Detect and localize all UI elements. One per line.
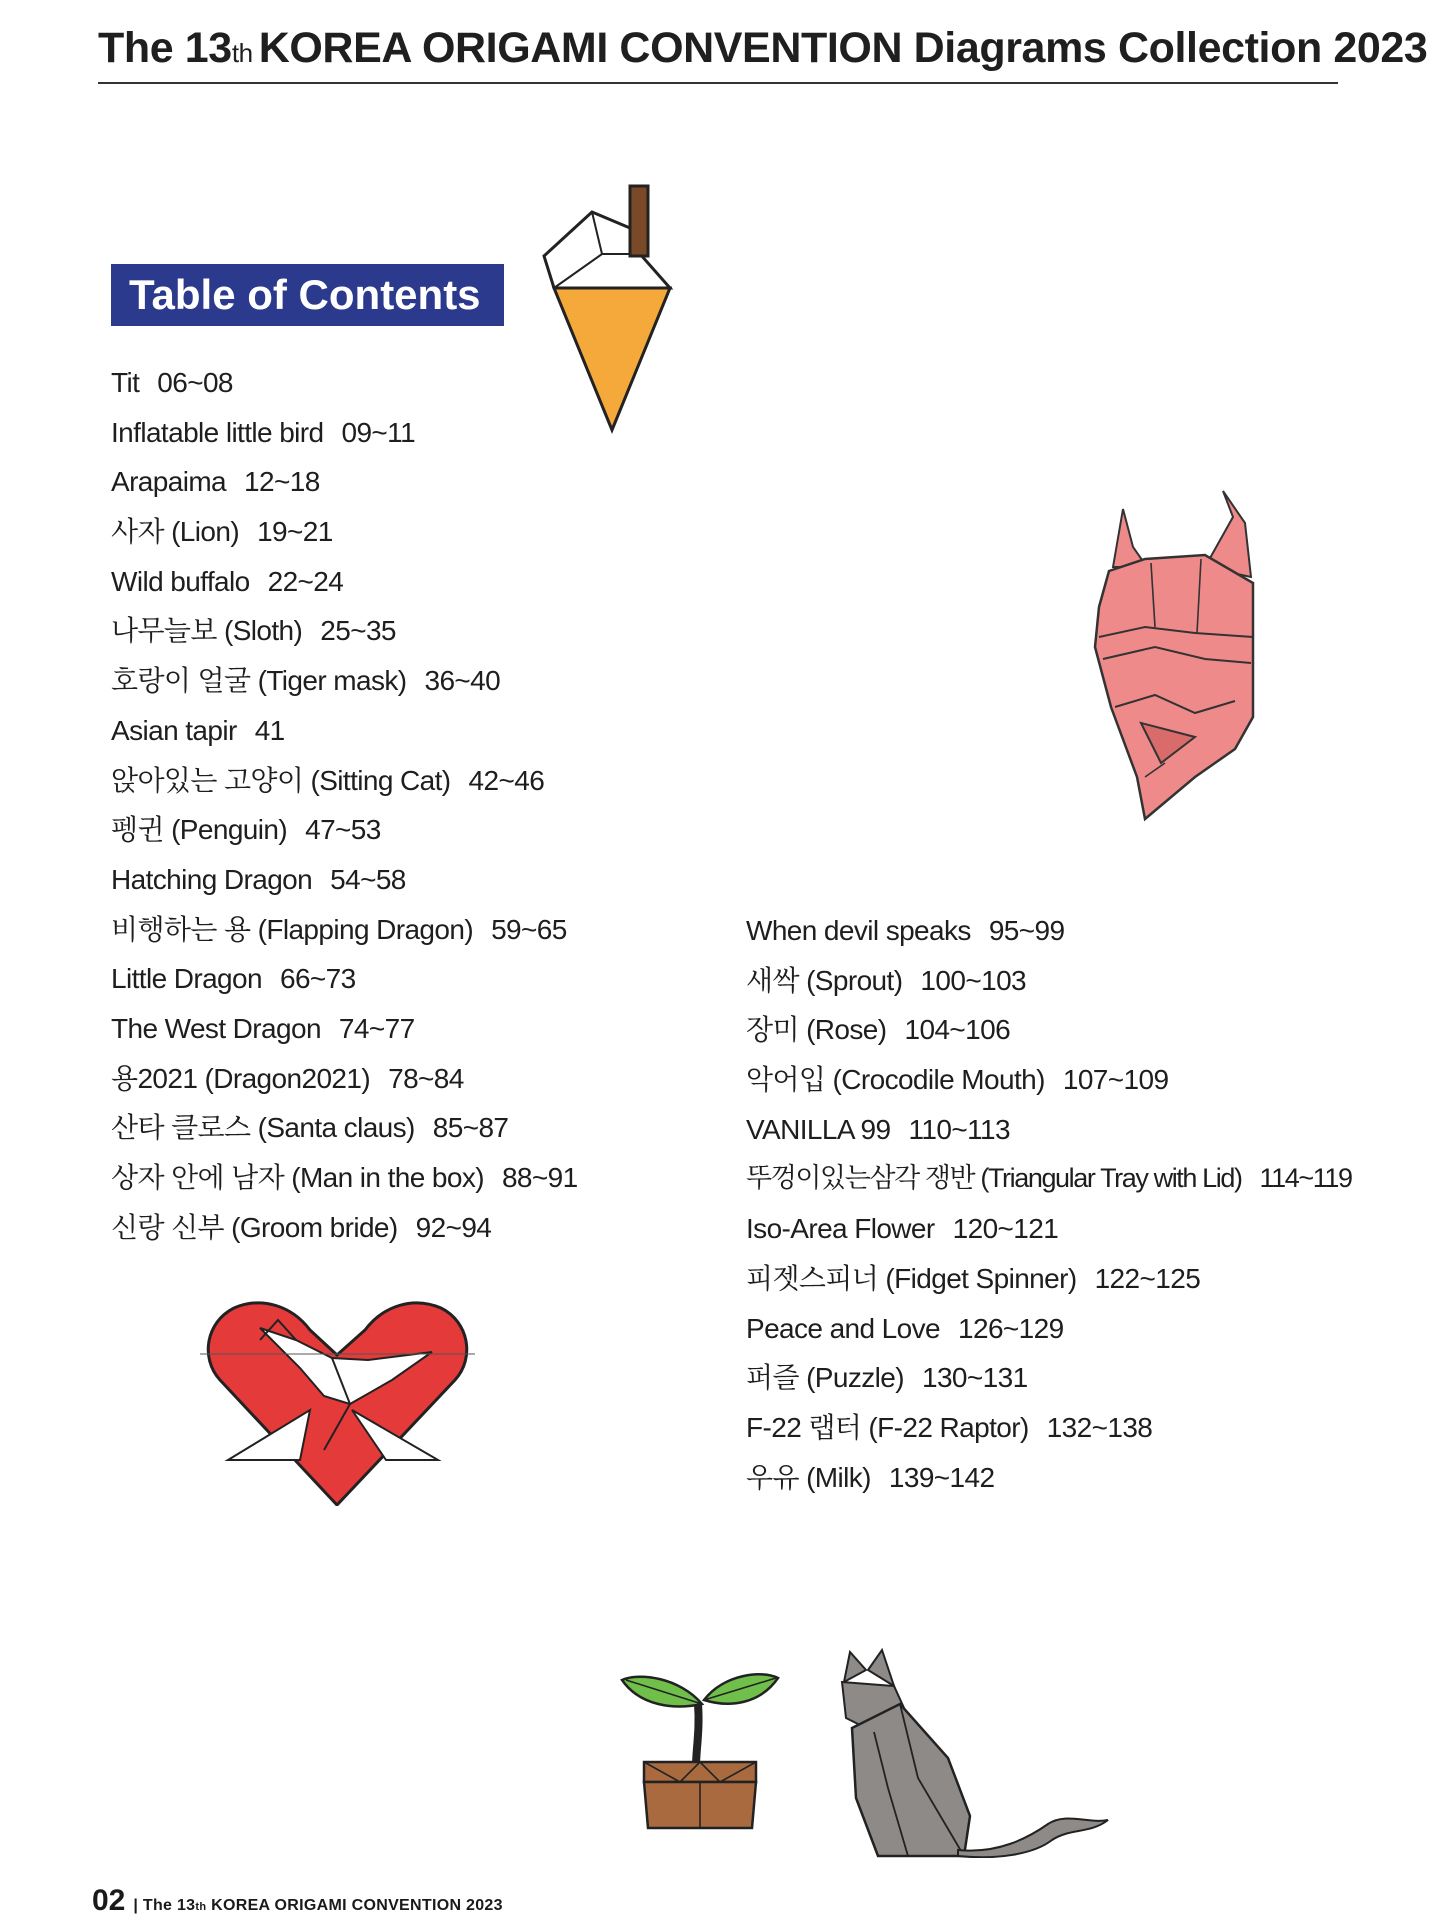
toc-entry-pages: 59~65 [491,913,567,945]
toc-entry-title: 사자 (Lion) [111,516,240,548]
toc-entry [746,1403,1352,1453]
toc-entry [746,1105,1352,1155]
toc-entry [111,457,578,507]
toc-entry-pages: 122~125 [1094,1262,1201,1294]
heart-shape [208,1303,467,1505]
toc-entry-pages: 85~87 [432,1112,509,1144]
toc-entry-pages: 100~103 [920,964,1027,996]
toc-entry [111,358,578,408]
toc-entry-pages: 36~40 [424,665,501,697]
toc-entry-title: 비행하는 용 (Flapping Dragon) [111,913,474,945]
toc-entry [111,408,578,458]
toc-entry-title: Hatching Dragon [111,863,313,895]
toc-entry-title: 용2021 (Dragon2021) [111,1062,371,1094]
header-title-post: KOREA ORIGAMI CONVENTION Diagrams Collection 2023 [258,24,1428,72]
toc-entry [111,557,578,607]
toc-entry-title: 우유 (Milk) [746,1461,871,1493]
toc-entry-title: 퍼즐 (Puzzle) [746,1362,904,1394]
header-title [98,24,1427,73]
toc-entry-title: 앉아있는 고양이 (Sitting Cat) [111,764,451,796]
toc-entry-pages: 107~109 [1062,1064,1169,1096]
toc-entry-title: Peace and Love [746,1312,940,1344]
toc-entry [111,1203,578,1253]
cone-stick [630,186,648,256]
ice-cream-cone-illustration [540,182,685,434]
toc-entry-pages: 66~73 [279,963,356,995]
toc-entry-title: F-22 랩터 (F-22 Raptor) [746,1411,1029,1443]
toc-entry-pages: 06~08 [157,367,233,398]
header-title-sub: th [231,38,253,68]
toc-entry-title: Arapaima [111,466,227,498]
sprout-pot-illustration [620,1650,780,1830]
toc-entry [111,1004,578,1054]
toc-entry [111,1153,578,1203]
devil-mask-illustration [1085,487,1265,822]
toc-entry-pages: 22~24 [267,565,344,597]
toc-heading: Table of Contents [111,264,504,326]
toc-entry [111,905,578,955]
toc-entry [111,954,578,1004]
cone-scoop [544,212,670,288]
toc-entry [111,805,578,855]
sitting-cat-illustration [838,1648,1110,1858]
toc-entry [746,1005,1352,1055]
toc-entry-title: 호랑이 얼굴 (Tiger mask) [111,665,407,697]
toc-entry-title: Inflatable little bird [111,416,324,448]
toc-entry [111,606,578,656]
toc-entry-pages: 139~142 [888,1461,995,1493]
toc-right-column [746,906,1352,1502]
toc-entry-title: Little Dragon [111,963,262,995]
toc-entry-pages: 88~91 [501,1162,578,1193]
toc-entry-title: 펭귄 (Penguin) [111,814,288,846]
header-title-pre: The 13 [98,24,232,72]
devil-left-horn [1113,509,1147,567]
toc-entry-title: Iso-Area Flower [746,1213,935,1245]
toc-entry-pages: 12~18 [244,466,320,498]
toc-entry-pages: 47~53 [305,814,381,846]
toc-entry-title: 나무늘보 (Sloth) [111,615,303,647]
toc-entry [746,1254,1352,1304]
toc-entry-title: 장미 (Rose) [746,1014,887,1046]
toc-entry-pages: 95~99 [988,915,1065,946]
toc-entry [746,906,1352,956]
toc-entry-pages: 09~11 [341,416,416,448]
toc-entry-pages: 92~94 [415,1211,492,1243]
toc-entry-title: 신랑 신부 (Groom bride) [111,1211,398,1243]
toc-entry-pages: 41 [254,714,285,746]
toc-entry-title: 산타 클로스 (Santa claus) [111,1112,415,1144]
toc-entry-pages: 120~121 [952,1213,1059,1245]
toc-entry-title: 뚜껑이있는삼각 쟁반 (Triangular Tray with Lid) [746,1163,1242,1194]
toc-entry-pages: 42~46 [468,764,545,796]
toc-entry-title: 악어입 (Crocodile Mouth) [746,1064,1045,1096]
toc-entry [746,1055,1352,1105]
toc-entry-title: 상자 안에 남자 (Man in the box) [111,1162,484,1193]
toc-entry [111,507,578,557]
page-footer [92,1884,503,1918]
toc-entry-pages: 104~106 [904,1014,1011,1046]
toc-entry-pages: 25~35 [320,615,396,647]
toc-entry-title: Asian tapir [111,714,237,746]
toc-entry [746,956,1352,1006]
cat-tail [958,1819,1108,1858]
toc-entry [111,756,578,806]
toc-entry-pages: 19~21 [257,516,333,548]
toc-entry-pages: 130~131 [921,1362,1028,1394]
toc-entry [746,1204,1352,1254]
cat-ear-left [844,1652,866,1682]
cat-ear-right [868,1650,894,1686]
toc-entry [111,706,578,756]
toc-entry-pages: 54~58 [330,863,406,895]
page-header [98,18,1428,84]
toc-left-column [111,358,578,1252]
toc-entry [111,855,578,905]
toc-entry-title: VANILLA 99 [746,1113,891,1145]
devil-face [1095,555,1253,819]
toc-entry-pages: 74~77 [338,1012,415,1044]
toc-entry [746,1304,1352,1354]
toc-entry [746,1154,1352,1204]
toc-entry-pages: 78~84 [388,1062,464,1094]
toc-entry [746,1353,1352,1403]
toc-entry [746,1453,1352,1503]
toc-entry-pages: 110~113 [908,1113,1010,1145]
cat-body [852,1704,970,1856]
toc-entry [111,656,578,706]
toc-entry-title: When devil speaks [746,915,971,946]
page-number: 02 [92,1884,126,1917]
toc-entry-title: 새싹 (Sprout) [746,964,903,996]
toc-entry-pages: 126~129 [958,1312,1064,1344]
toc-entry-pages: 132~138 [1046,1411,1153,1443]
toc-entry-title: The West Dragon [111,1012,321,1044]
toc-entry [111,1054,578,1104]
heart-bird-illustration [200,1300,475,1506]
footer-text: | The 13th KOREA ORIGAMI CONVENTION 2023 [133,1897,503,1914]
toc-entry-title: Wild buffalo [111,565,250,597]
sprout-stem [696,1704,699,1766]
cone-body [554,288,670,430]
toc-entry-title: 피젯스피너 (Fidget Spinner) [746,1262,1077,1294]
toc-entry-pages: 114~119 [1259,1163,1352,1194]
toc-entry-title: Tit [111,367,140,398]
toc-entry [111,1103,578,1153]
